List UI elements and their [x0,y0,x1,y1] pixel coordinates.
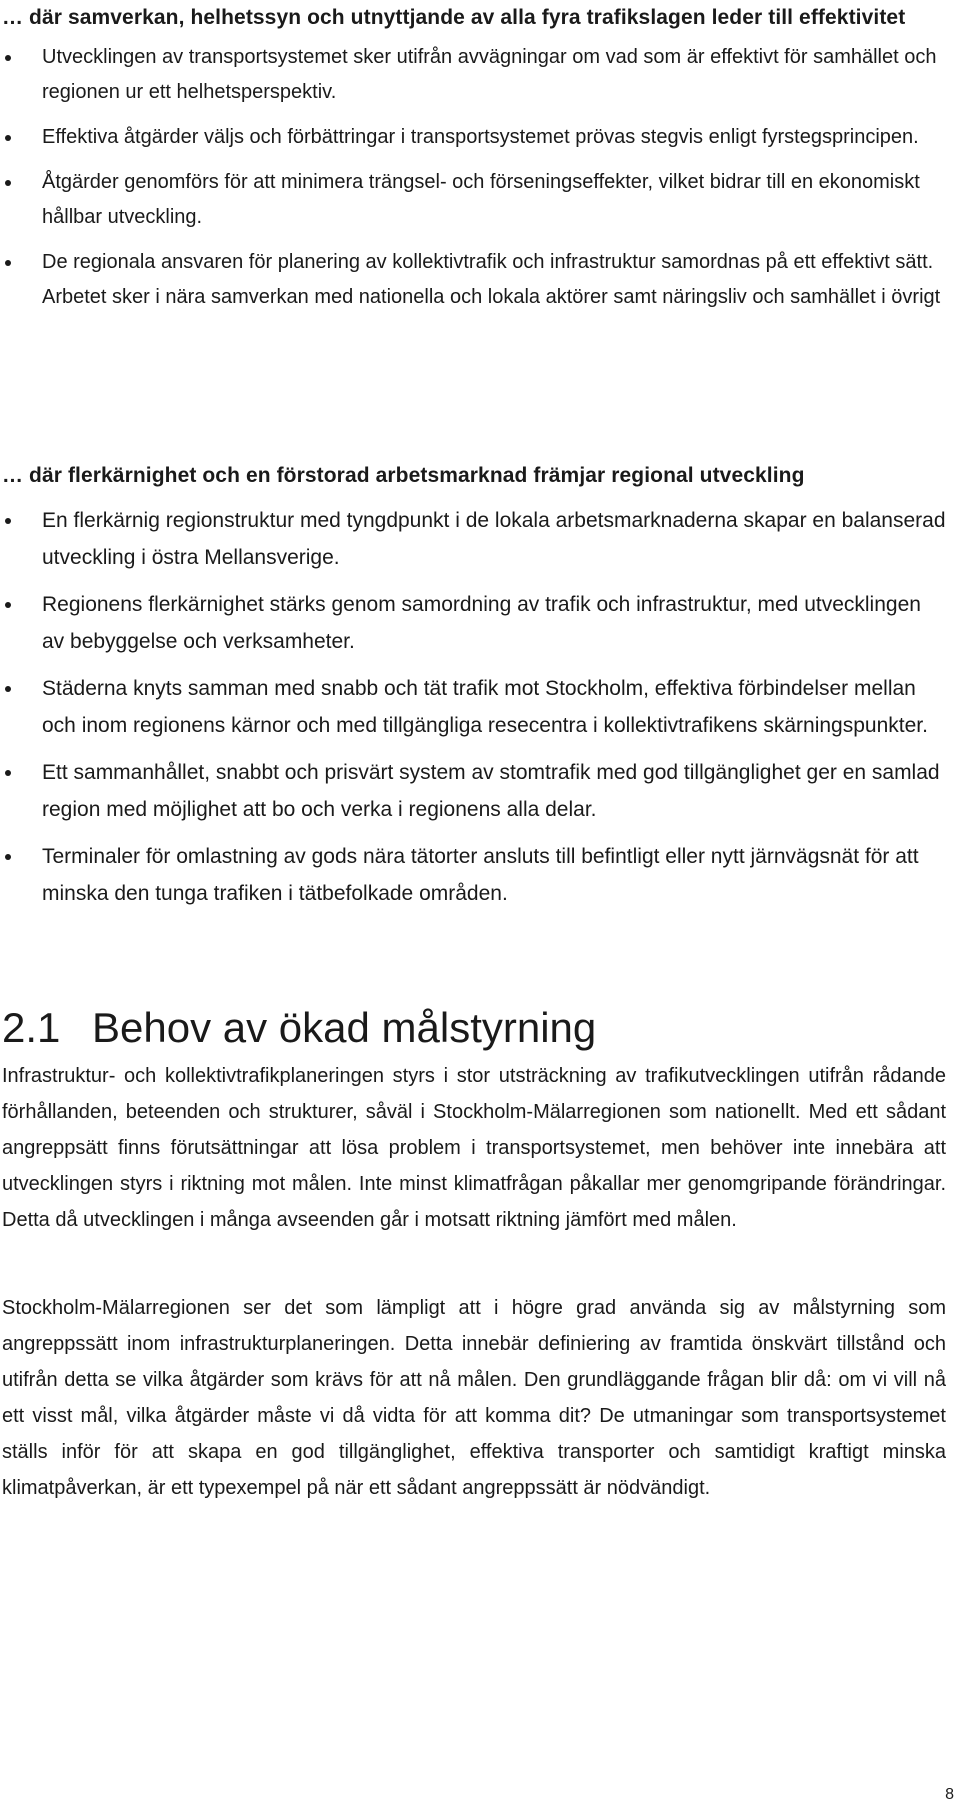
bullet-icon [5,260,11,266]
body-paragraph: Stockholm-Mälarregionen ser det som lämpligt att i högre grad använda sig av målstyrning som angreppssätt inom infrastrukturplaneringen. Detta innebär definiering av framtida önskvärt tillstånd och utifrån detta se vilka åtgärder som krävs för att nå målen. Den grundläggande frågan blir då: om vi vill nå ett visst mål, vilka åtgärder måste vi då vidta för att komma dit? De utmaningar som transportsystemet ställs inför för att skapa en god tillgänglighet, effektiva transporter och samtidigt kraftigt minska klimatpåverkan, är ett typexempel på när ett sådant angreppssätt är nödvändigt. [2,1297,946,1499]
bullet-icon [5,55,11,61]
chapter-title: Behov av ökad målstyrning [92,1004,597,1051]
list-item-text: Åtgärder genomförs för att minimera trängsel- och förseningseffekter, vilket bidrar till en ekonomiskt hållbar utveckling. [42,171,920,228]
bullet-icon [5,135,11,141]
list-item-text: De regionala ansvaren för planering av kollektivtrafik och infrastruktur samordnas på ett effektivt sätt. Arbetet sker i nära samverkan med nationella och lokala aktörer samt näringsliv och samhället i övrigt [42,251,941,308]
chapter-number: 2.1 [2,1004,61,1051]
bullet-icon [5,770,11,776]
body-paragraph: Infrastruktur- och kollektivtrafikplaneringen styrs i stor utsträckning av trafikutvecklingen utifrån rådande förhållanden, beteenden och strukturer, såväl i Stockholm-Mälarregionen som nationellt. Med ett sådant angreppsätt finns förutsättningar att lösa problem i transportsystemet, men behöver inte innebära att utvecklingen styrs i riktning mot målen. Inte minst klimatfrågan påkallar mer genomgripande förändringar. Detta då utvecklingen i många avseenden går i motsatt riktning jämfört med målen. [2,1065,946,1231]
list-item [2,502,948,576]
list-item-text: Effektiva åtgärder väljs och förbättringar i transportsystemet prövas stegvis enligt fyrstegsprincipen. [42,126,919,148]
list-item [2,245,948,315]
section-heading: … där flerkärnighet och en förstorad arbetsmarknad främjar regional utveckling [2,464,805,487]
list-item-text: Regionens flerkärnighet stärks genom samordning av trafik och infrastruktur, med utvecklingen av bebyggelse och verksamheter. [42,593,921,653]
list-item [2,165,948,235]
list-item-text: Ett sammanhållet, snabbt och prisvärt system av stomtrafik med god tillgänglighet ger en samlad region med möjlighet att bo och verka i regionens alla delar. [42,761,940,821]
section-heading: … där samverkan, helhetssyn och utnyttjande av alla fyra trafikslagen leder till effektivitet [2,6,906,29]
goal-section-efficiency [2,0,948,325]
bullet-icon [5,180,11,186]
list-item-text: Städerna knyts samman med snabb och tät trafik mot Stockholm, effektiva förbindelser mellan och inom regionens kärnor och med tillgängliga resecentra i kollektivtrafikens skärningspunkter. [42,677,928,737]
bullet-icon [5,518,11,524]
bullet-list [2,40,948,315]
list-item [2,754,948,828]
list-item [2,838,948,912]
list-item [2,670,948,744]
list-item [2,120,948,155]
list-item-text: En flerkärnig regionstruktur med tyngdpunkt i de lokala arbetsmarknaderna skapar en balanserad utveckling i östra Mellansverige. [42,509,946,569]
bullet-icon [5,686,11,692]
bullet-icon [5,602,11,608]
list-item-text: Terminaler för omlastning av gods nära tätorter ansluts till befintligt eller nytt järnvägsnät för att minska den tunga trafiken i tätbefolkade områden. [42,845,919,905]
list-item [2,40,948,110]
chapter-heading [2,1002,596,1054]
bullet-list [2,502,948,912]
list-item [2,586,948,660]
page-number: 8 [945,1786,954,1803]
bullet-icon [5,854,11,860]
goal-section-polycentric [2,458,948,922]
list-item-text: Utvecklingen av transportsystemet sker utifrån avvägningar om vad som är effektivt för samhället och regionen ur ett helhetsperspektiv. [42,46,937,103]
